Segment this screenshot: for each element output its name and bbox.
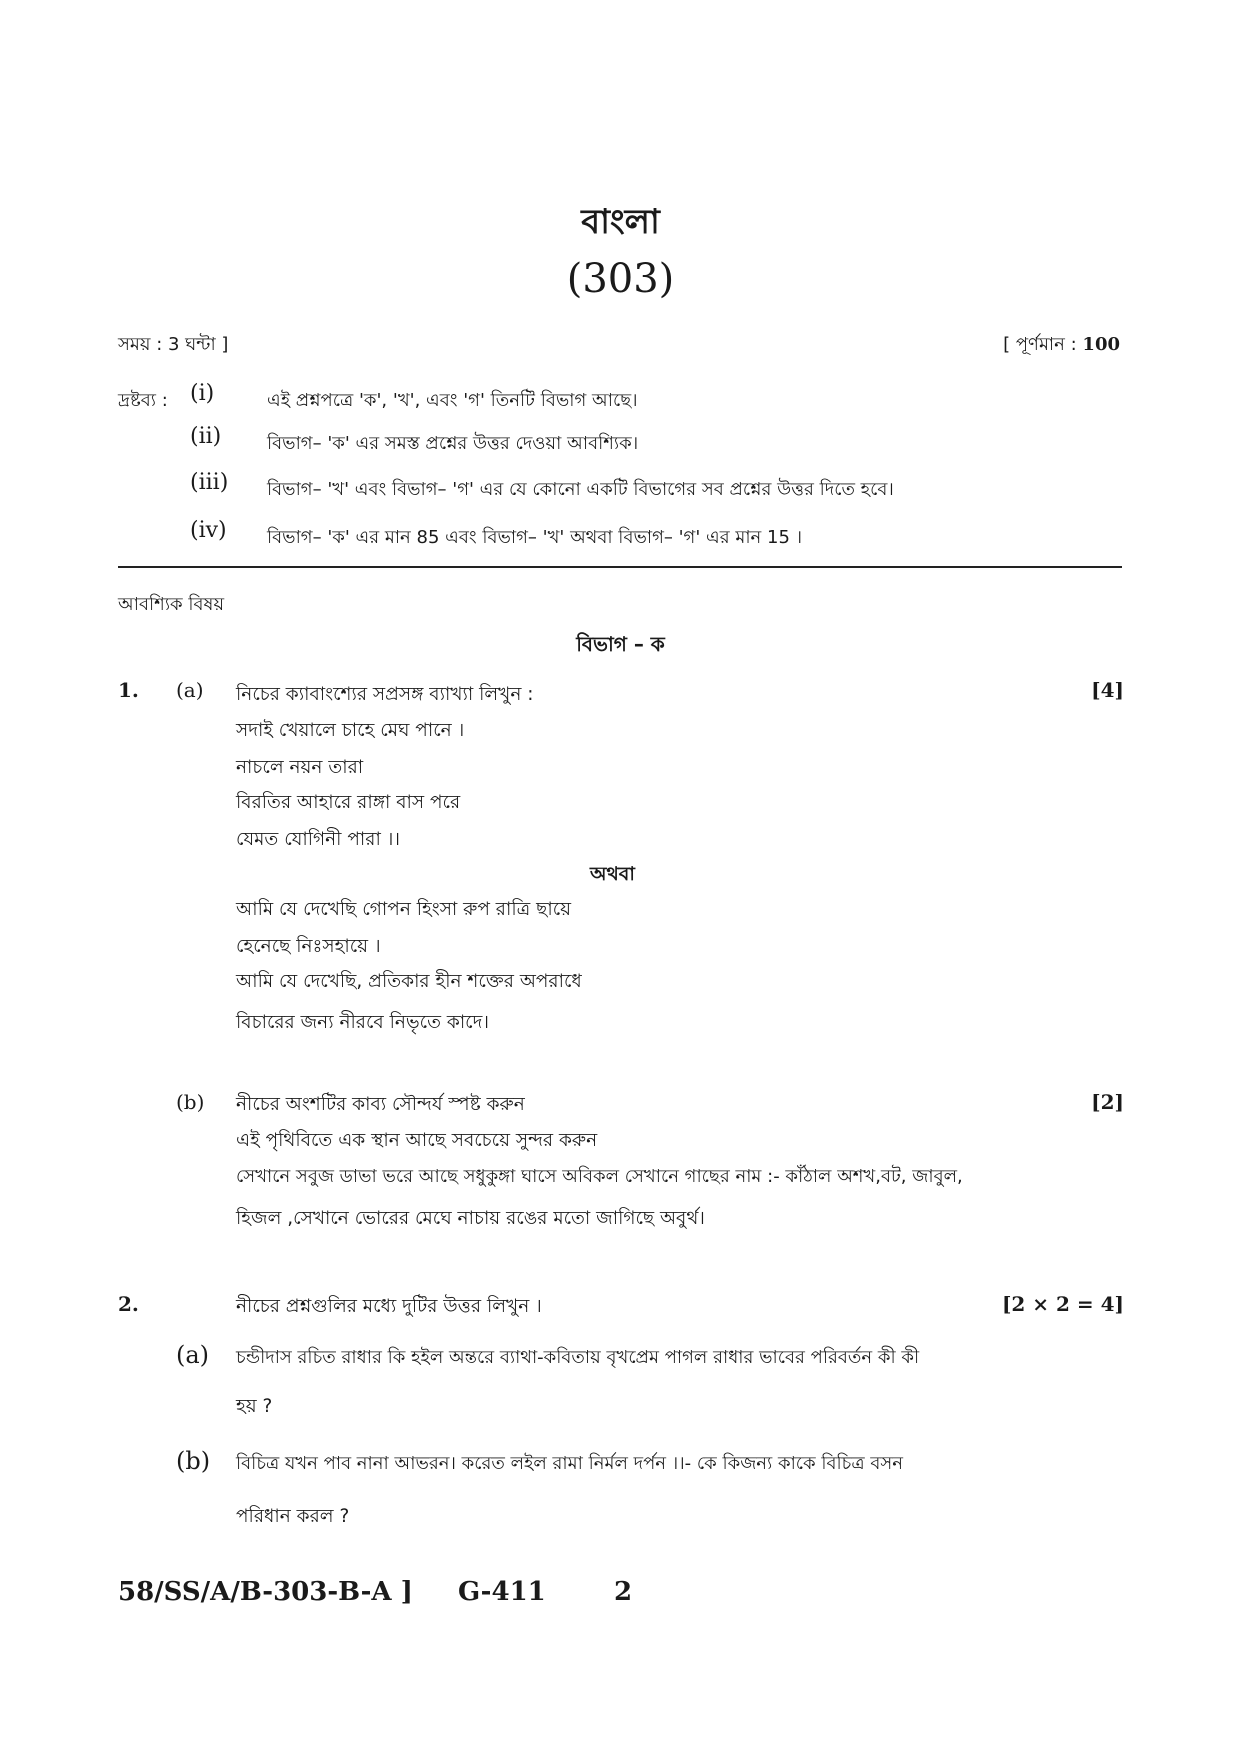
subject-label: আবশ্যিক বিষয় <box>118 594 225 615</box>
poem-line: যেমত যোগিনী পারা ।। <box>236 829 400 850</box>
instruction-text: বিভাগ– 'ক' এর মান 85 এবং বিভাগ– 'খ' অথবা বিভাগ– 'গ' এর মান 15 । <box>267 527 803 548</box>
instruction-number: (iii) <box>190 470 229 495</box>
full-marks-label: [ পূর্ণমান : <box>1003 334 1077 355</box>
instruction-text: এই প্রশ্নপত্রে 'ক', 'খ', এবং 'গ' তিনটি বিভাগ আছে। <box>267 390 638 411</box>
page-number: 2 <box>614 1577 633 1607</box>
poem-line: নাচলে নয়ন তারা <box>236 757 364 778</box>
or-label: অথবা <box>590 863 635 885</box>
question-prompt: নিচের ক্যাবাংশ্যের সপ্রসঙ্গ ব্যাখ্যা লিখুন : <box>236 684 534 705</box>
question-text: চন্ডীদাস রচিত রাধার কি হইল অন্তরে ব্যাথা-কবিতায় বৃখপ্রেম পাগল রাধার ভাবের পরিবর্তন কী কী <box>236 1347 920 1368</box>
passage-line: এই পৃথিবিতে এক স্থান আছে সবচেয়ে সুন্দর করুন <box>236 1130 598 1151</box>
divider <box>118 566 1122 568</box>
question-text: পরিধান করল ? <box>236 1506 350 1527</box>
subquestion-label: (b) <box>176 1090 205 1114</box>
question-prompt: নীচের প্রশ্নগুলির মধ্যে দুটির উত্তর লিখুন । <box>236 1296 542 1317</box>
time-label: সময় : 3 ঘন্টা ] <box>118 334 229 355</box>
poem-line: বিরতির আহারে রাঙ্গা বাস পরে <box>236 792 461 813</box>
full-marks <box>1003 330 1120 361</box>
subquestion-label: (b) <box>176 1447 211 1475</box>
poem-line: আমি যে দেখেছি গোপন হিংসা রুপ রাত্রি ছায়ে <box>236 899 572 920</box>
marks: [2] <box>1091 1090 1124 1114</box>
instruction-number: (ii) <box>190 424 222 449</box>
subject-code: (303) <box>566 256 675 302</box>
instructions-label: দ্রষ্টব্য : <box>118 390 168 411</box>
subquestion-label: (a) <box>176 678 204 702</box>
poem-line: বিচারের জন্য নীরবে নিভৃতে কাদে। <box>236 1012 489 1033</box>
question-text: হয় ? <box>236 1396 273 1417</box>
section-title: বিভাগ – ক <box>576 632 665 656</box>
poem-line: হেনেছে নিঃসহায়ে । <box>236 936 381 957</box>
question-text: বিচিত্র যখন পাব নানা আভরন। করেত লইল রামা নির্মল দর্পন ।।- কে কিজন্য কাকে বিচিত্র বসন <box>236 1453 903 1474</box>
instruction-text: বিভাগ– 'খ' এবং বিভাগ– 'গ' এর যে কোনো একটি বিভাগের সব প্রশ্নের উত্তর দিতে হবে। <box>267 479 894 500</box>
marks: [2 × 2 = 4] <box>1001 1292 1124 1316</box>
question-prompt: নীচের অংশটির কাব্য সৌন্দর্য স্পষ্ট করুন <box>236 1094 525 1115</box>
subquestion-label: (a) <box>176 1341 210 1369</box>
passage-line: সেখানে সবুজ ডাভা ভরে আছে সধুকুঙ্গা ঘাসে অবিকল সেখানে গাছের নাম :- কাঁঠাল অশখ,বট, জাবুল, <box>236 1166 963 1187</box>
poem-line: সদাই খেয়ালে চাহে মেঘ পানে । <box>236 720 465 741</box>
poem-line: আমি যে দেখেছি, প্রতিকার হীন শক্তের অপরাধে <box>236 971 582 992</box>
instruction-number: (iv) <box>190 518 227 543</box>
passage-line: হিজল ,সেখানে ভোরের মেঘে নাচায় রঙের মতো জাগিছে অবুর্থ। <box>236 1208 705 1229</box>
full-marks-value: 100 <box>1082 334 1120 355</box>
marks: [4] <box>1091 678 1124 702</box>
question-number: 2. <box>118 1292 139 1316</box>
instruction-text: বিভাগ– 'ক' এর সমস্ত প্রশ্নের উত্তর দেওয়া আবশ্যিক। <box>267 433 639 454</box>
page-title: বাংলা <box>581 202 660 242</box>
question-number: 1. <box>118 678 139 702</box>
set-code: G-411 <box>458 1577 546 1607</box>
paper-code: 58/SS/A/B-303-B-A ] <box>118 1577 413 1607</box>
instruction-number: (i) <box>190 381 215 406</box>
